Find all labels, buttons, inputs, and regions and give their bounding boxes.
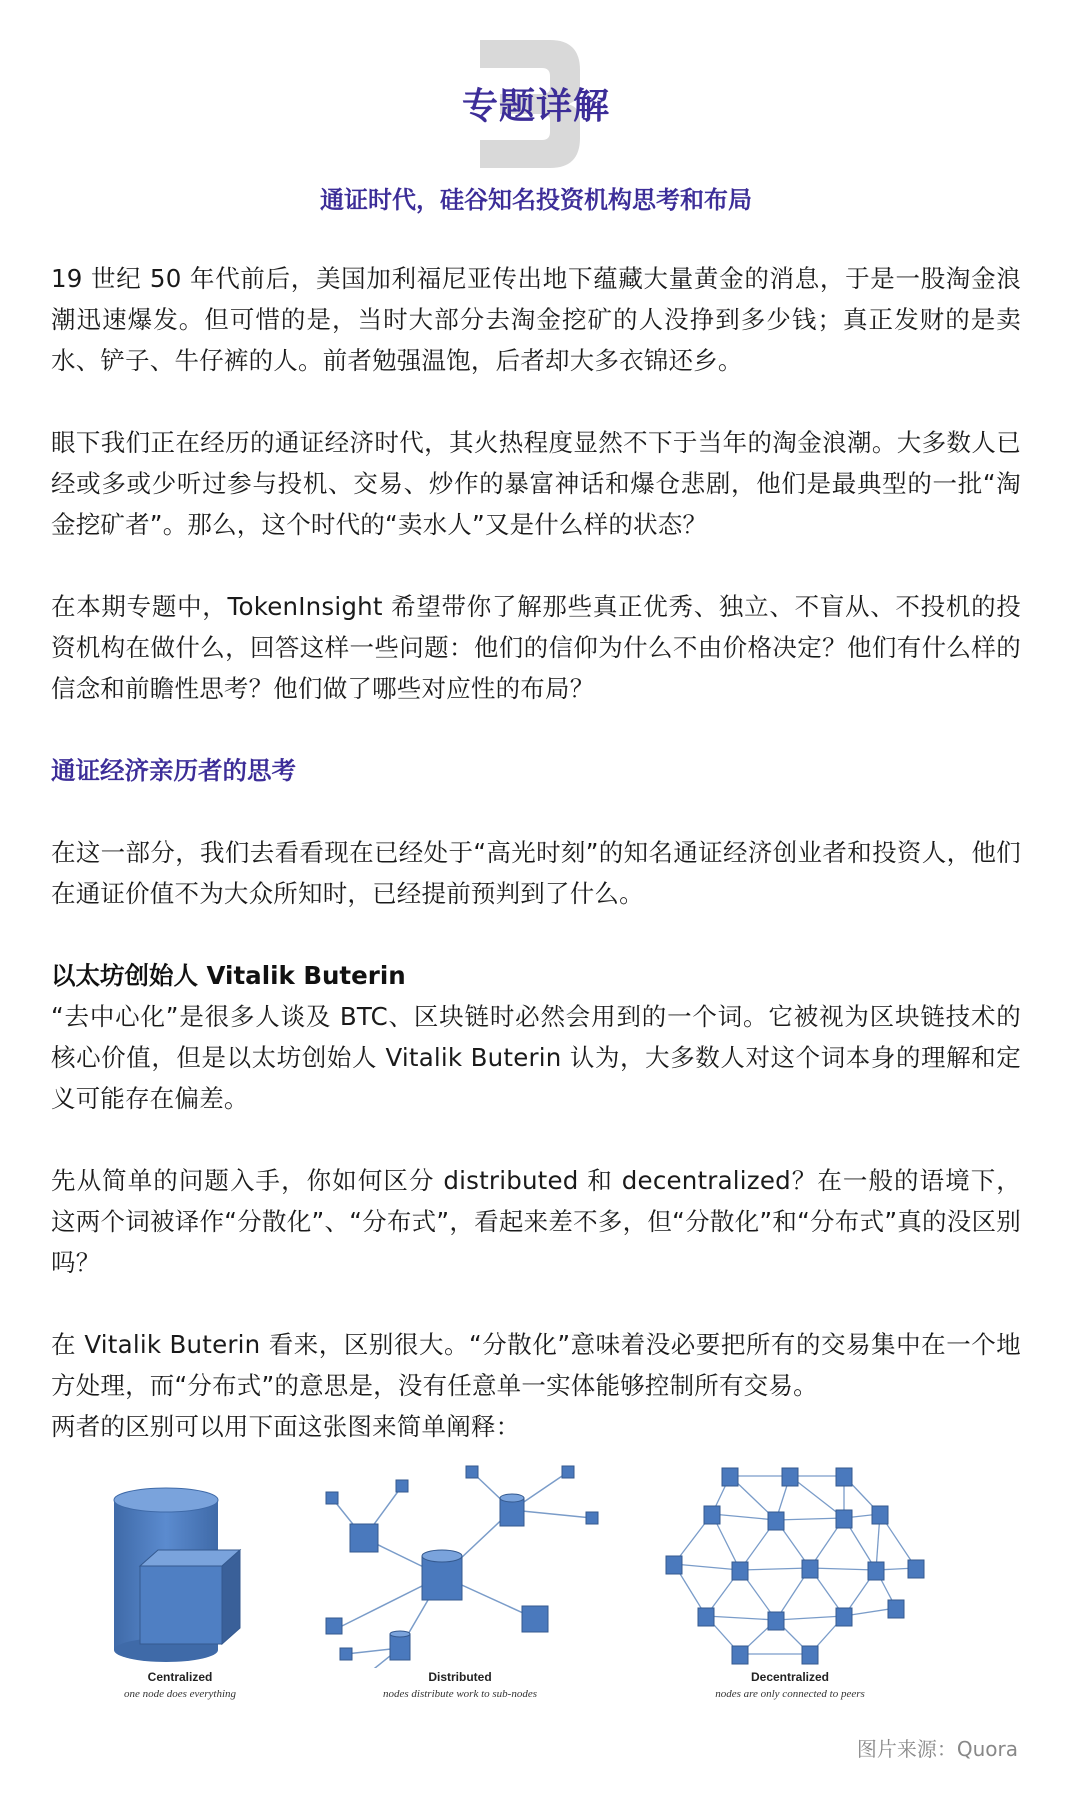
centralized-panel [100, 1458, 260, 1708]
centralized-label: Centralized [147, 1670, 213, 1684]
paragraph-tokeninsight-intro: 在本期专题中，TokenInsight 希望带你了解那些真正优秀、独立、不盲从、不投机的投资机构在做什么，回答这样一些问题：他们的信仰为什么不由价格决定？他们有什么样的信念和前瞻性思考？他们做了哪些对应性的布局？ [51, 592, 1021, 703]
distributed-label: Distributed [428, 1670, 492, 1684]
distributed-caption: nodes distribute work to sub-nodes [383, 1688, 537, 1700]
paragraph-gold-rush: 19 世纪 50 年代前后，美国加利福尼亚传出地下蕴藏大量黄金的消息，于是一股淘金浪潮迅速爆发。但可惜的是，当时大部分去淘金挖矿的人没挣到多少钱；真正发财的是卖水、铲子、牛仔裤的人。前者勉强温饱，后者却大多衣锦还乡。 [51, 264, 1021, 375]
paragraph-decentralization: “去中心化”是很多人谈及 BTC、区块链时必然会用到的一个词。它被视为区块链技术的核心价值，但是以太坊创始人 Vitalik Buterin 认为，大多数人对这个词本身的理解和定义可能存在偏差。 [51, 1002, 1021, 1113]
decentralized-label: Decentralized [750, 1670, 830, 1684]
distributed-diagram [310, 1458, 610, 1668]
paragraph-section-intro: 在这一部分，我们去看看现在已经处于“高光时刻”的知名通证经济创业者和投资人，他们在通证价值不为大众所知时，已经提前预判到了什么。 [51, 838, 1021, 908]
paragraph-vitalik-view: 在 Vitalik Buterin 看来，区别很大。“分散化”意味着没必要把所有的交易集中在一个地方处理，而“分布式”的意思是，没有任意单一实体能够控制所有交易。 [51, 1330, 1021, 1400]
page-subtitle: 通证时代，硅谷知名投资机构思考和布局 [320, 186, 752, 214]
centralized-caption: one node does everything [123, 1688, 237, 1700]
paragraph-distributed-question: 先从简单的问题入手，你如何区分 distributed 和 decentralized？在一般的语境下，这两个词被译作“分散化”、“分布式”，看起来差不多，但“分散化”和“分布式”真的没区别吗？ [51, 1166, 1021, 1277]
section-heading: 通证经济亲历者的思考 [51, 756, 296, 785]
person-heading: 以太坊创始人 Vitalik Buterin [51, 961, 406, 990]
page-title: 专题详解 [461, 86, 610, 127]
decentralized-diagram [640, 1458, 940, 1668]
image-source-credit: 图片来源：Quora [856, 1737, 1018, 1761]
decentralized-caption: nodes are only connected to peers [715, 1688, 865, 1700]
centralized-diagram [100, 1458, 260, 1668]
paragraph-token-economy: 眼下我们正在经历的通证经济时代，其火热程度显然不下于当年的淘金浪潮。大多数人已经或多或少听过参与投机、交易、炒作的暴富神话和爆仓悲剧，他们是最典型的一批“淘金挖矿者”。那么，这个时代的“卖水人”又是什么样的状态？ [51, 428, 1021, 539]
distributed-panel [310, 1458, 610, 1708]
decentralized-panel [640, 1458, 940, 1708]
page-header [0, 0, 1072, 220]
article-body [51, 258, 1021, 1447]
paragraph-figure-intro: 两者的区别可以用下面这张图来简单阐释： [51, 1412, 521, 1441]
network-topology-figure [100, 1458, 1000, 1718]
